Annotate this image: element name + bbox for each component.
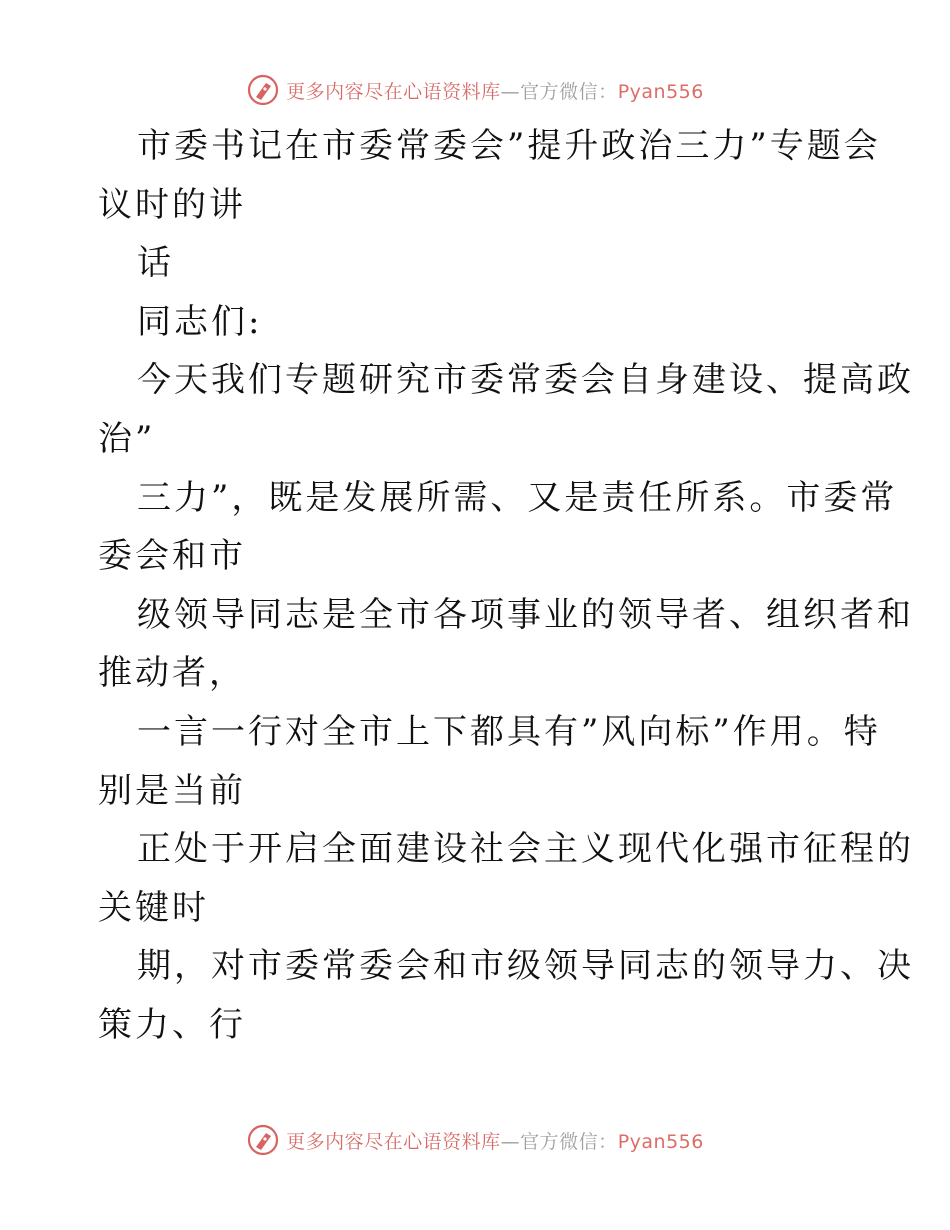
document-title-line: 议时的讲: [98, 184, 246, 225]
pen-nib-circle-icon: [246, 1123, 280, 1157]
paragraph-line: 正处于开启全面建设社会主义现代化强市征程的: [137, 829, 914, 870]
salutation: 同志们:: [137, 301, 263, 342]
watermark-brand: 更多内容尽在心语资料库: [286, 80, 501, 103]
paragraph-line: 关键时: [98, 887, 209, 928]
watermark-wechat-label: 官方微信：: [520, 80, 618, 103]
paragraph-line: 委会和市: [98, 536, 246, 577]
pen-nib-circle-icon: [246, 73, 280, 107]
watermark-wechat-label: 官方微信：: [520, 1130, 618, 1153]
document-title-line: 市委书记在市委常委会”提升政治三力”专题会: [137, 126, 881, 166]
document-body: [98, 117, 914, 1055]
watermark-separator: —: [500, 1130, 521, 1153]
watermark-brand: 更多内容尽在心语资料库: [286, 1130, 501, 1153]
watermark-separator: —: [500, 80, 521, 103]
watermark-text: [286, 1127, 704, 1154]
paragraph-line: 一言一行对全市上下都具有”风向标”作用。特: [137, 711, 881, 752]
paragraph-line: 期，对市委常委会和市级领导同志的领导力、决: [137, 946, 914, 987]
watermark-text: [286, 77, 704, 104]
paragraph-line: 别是当前: [98, 770, 246, 811]
paragraph-line: 治”: [98, 418, 156, 459]
paragraph-line: 策力、行: [98, 1004, 246, 1045]
paragraph-line: 三力”，既是发展所需、又是责任所系。市委常: [137, 477, 898, 518]
watermark-footer: [0, 1120, 950, 1160]
watermark-wechat-id: Pyan556: [617, 80, 704, 103]
paragraph-line: 级领导同志是全市各项事业的领导者、组织者和: [137, 594, 914, 635]
document-title-line: 话: [137, 243, 174, 284]
watermark-header: [0, 70, 950, 110]
paragraph-line: 今天我们专题研究市委常委会自身建设、提高政: [137, 360, 914, 401]
paragraph-line: 推动者，: [98, 653, 246, 694]
watermark-wechat-id: Pyan556: [617, 1130, 704, 1153]
